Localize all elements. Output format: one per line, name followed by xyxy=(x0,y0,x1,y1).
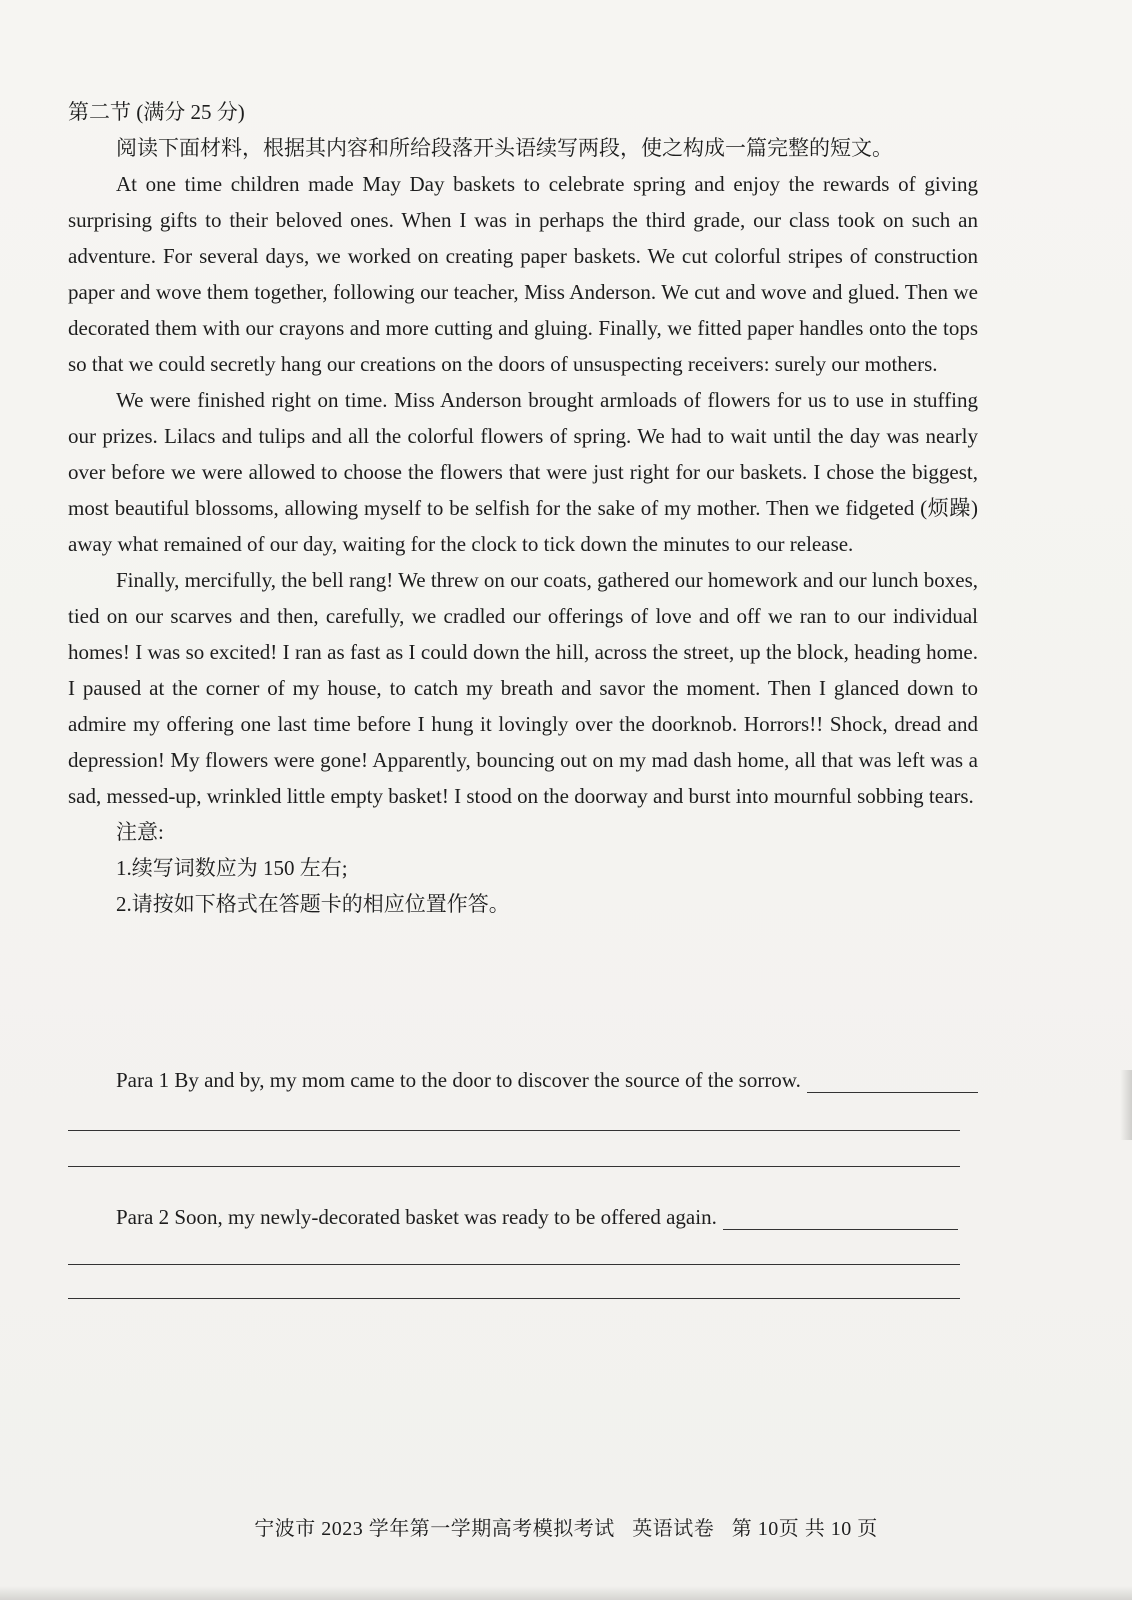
section-instruction: 阅读下面材料，根据其内容和所给段落开头语续写两段，使之构成一篇完整的短文。 xyxy=(116,136,893,160)
passage-paragraph-3: Finally, mercifully, the bell rang! We threw on our coats, gathered our homework and our lunch boxes, tied on our scarves and then, carefully, we cradled our offerings of love and off we ran to our individual homes! I was so excited! I ran as fast as I could down the hill, across the street, up the block, heading home. I paused at the corner of my house, to catch my breath and savor the moment. Then I glanced down to admire my offering one last time before I hung it lovingly over the doorknob. Horrors!! Shock, dread and depression! My flowers were gone! Apparently, bouncing out on my mad dash home, all that was left was a sad, messed-up, wrinkled little empty basket! I stood on the doorway and burst into mournful sobbing tears. xyxy=(68,568,978,808)
answer-line[interactable] xyxy=(68,1264,960,1265)
note-item-2: 2.请按如下格式在答题卡的相应位置作答。 xyxy=(116,892,510,916)
section-heading: 第二节 (满分 25 分) xyxy=(68,100,245,124)
footer-subject: 英语试卷 xyxy=(632,1518,715,1540)
answer-line[interactable] xyxy=(68,1130,960,1131)
continuation-para-2 xyxy=(68,1205,978,1230)
scan-bottom-band xyxy=(0,1586,1132,1600)
continuation-para-1 xyxy=(68,1068,978,1093)
passage-paragraph-2: We were finished right on time. Miss Anderson brought armloads of flowers for us to use in stuffing our prizes. Lilacs and tulips and all the colorful flowers of spring. We had to wait until the day was nearly over before we were allowed to choose the flowers that were just right for our baskets. I chose the biggest, most beautiful blossoms, allowing myself to be selfish for the sake of my mother. Then we fidgeted (烦躁) away what remained of our day, waiting for the clock to tick down the minutes to our release. xyxy=(68,388,978,556)
answer-line[interactable] xyxy=(68,1166,960,1167)
reading-section xyxy=(68,94,978,922)
para-1-opening: Para 1 By and by, my mom came to the door to discover the source of the sorrow. xyxy=(116,1068,801,1092)
answer-line[interactable] xyxy=(68,1298,960,1299)
para-1-blank[interactable] xyxy=(807,1070,978,1093)
notes-title: 注意: xyxy=(116,820,164,844)
passage-paragraph-1: At one time children made May Day baskets to celebrate spring and enjoy the rewards of giving surprising gifts to their beloved ones. When I was in perhaps the third grade, our class took on such an adventure. For several days, we worked on creating paper baskets. We cut colorful stripes of construction paper and wove them together, following our teacher, Miss Anderson. We cut and wove and glued. Then we decorated them with our crayons and more cutting and gluing. Finally, we fitted paper handles onto the tops so that we could secretly hang our creations on the doors of unsuspecting receivers: surely our mothers. xyxy=(68,172,978,376)
scan-edge-shadow xyxy=(1120,1070,1132,1140)
footer-page-number: 第 10页 共 10 页 xyxy=(731,1518,878,1540)
note-item-1: 1.续写词数应为 150 左右; xyxy=(116,856,348,880)
page-footer xyxy=(0,1512,1132,1541)
footer-exam-title: 宁波市 2023 学年第一学期高考模拟考试 xyxy=(254,1518,615,1540)
para-2-opening: Para 2 Soon, my newly-decorated basket was ready to be offered again. xyxy=(116,1205,717,1229)
para-2-blank[interactable] xyxy=(723,1207,958,1230)
